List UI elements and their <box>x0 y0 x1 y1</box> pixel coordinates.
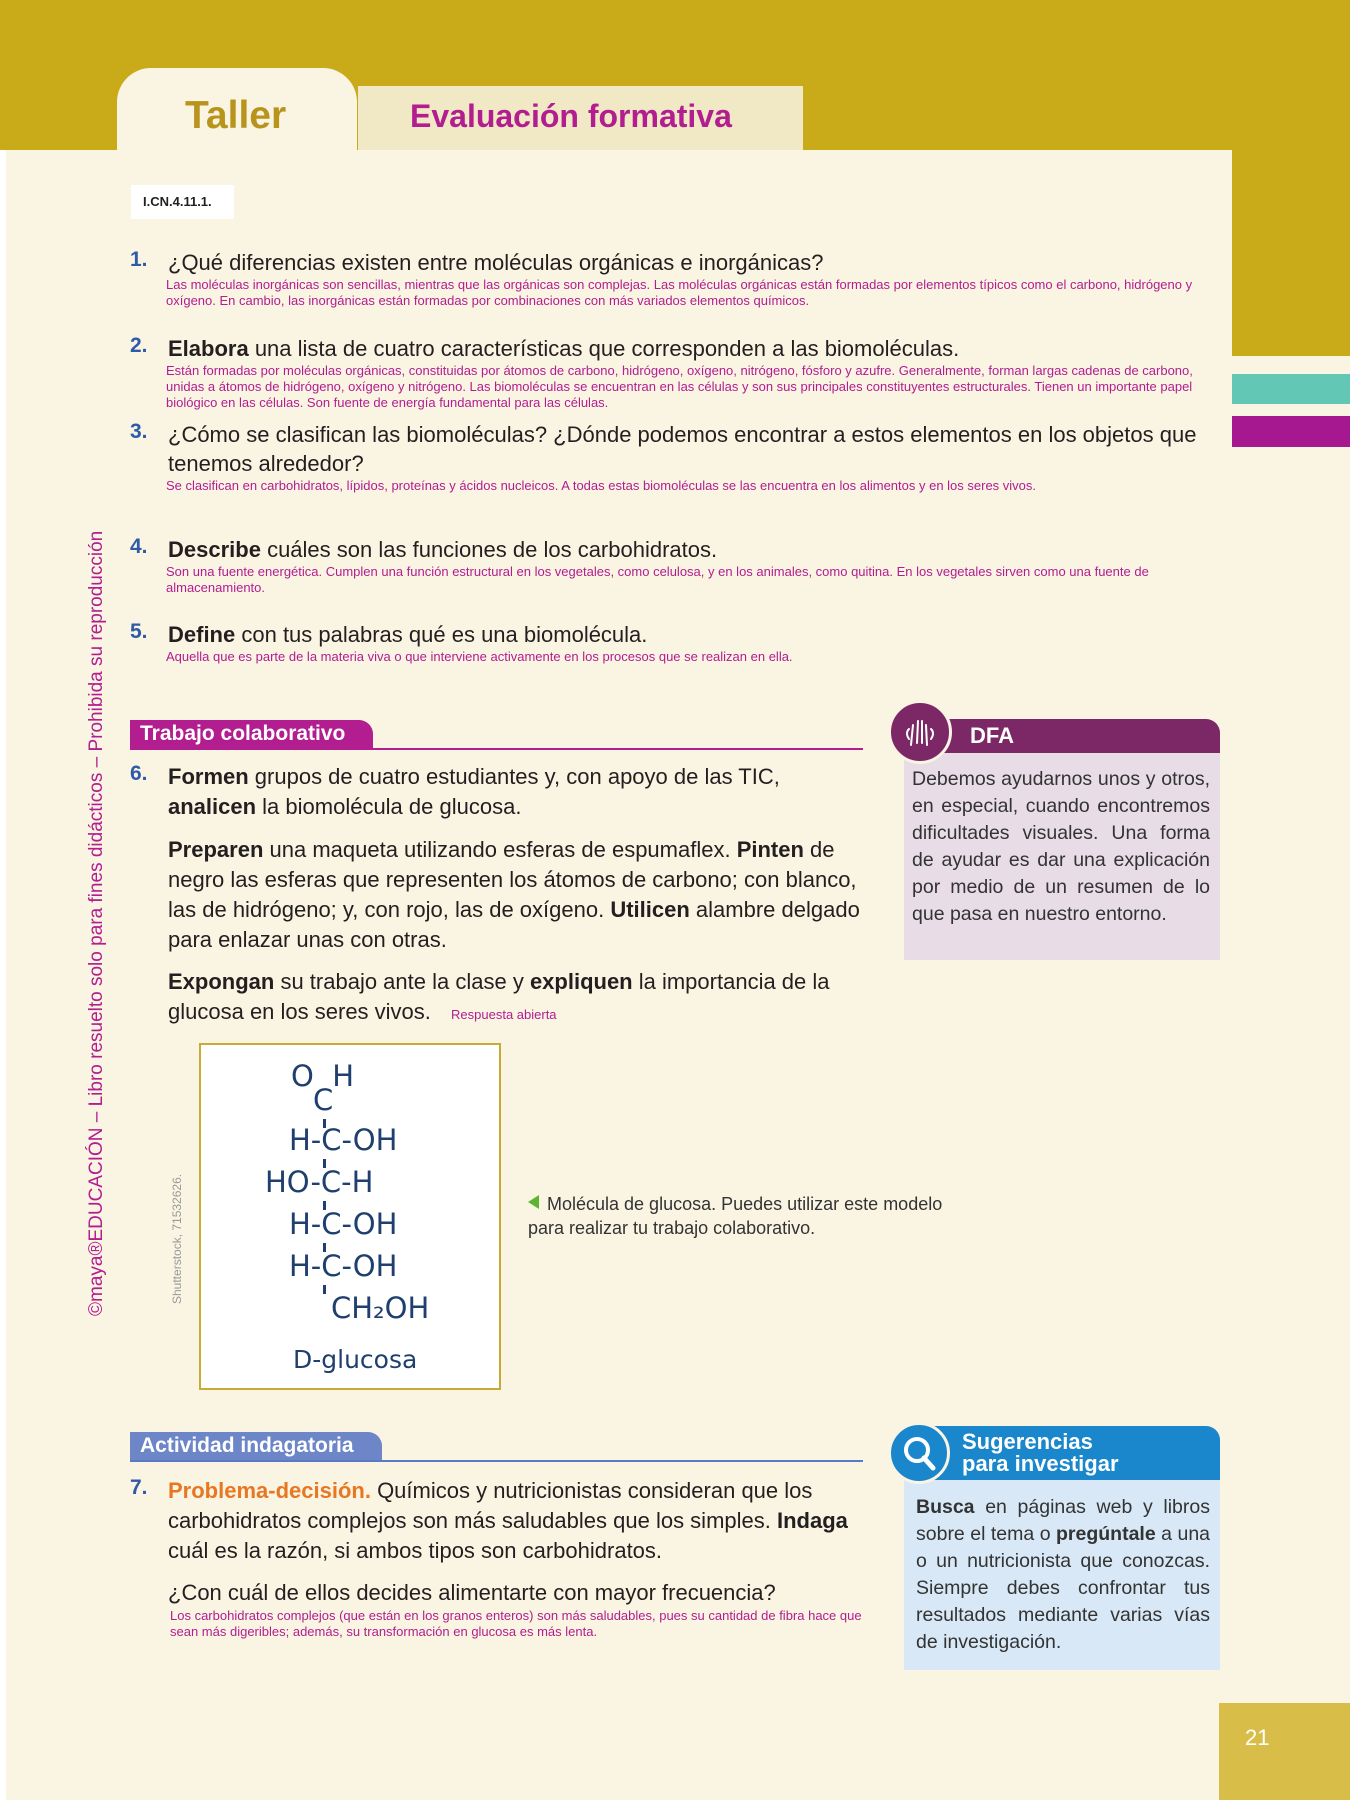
keyword: Define <box>168 622 236 647</box>
q7-paragraph-1 <box>168 1476 868 1566</box>
glucose-row: C <box>313 1083 334 1117</box>
glucose-row: O H <box>291 1059 355 1093</box>
text: grupos de cuatro estudiantes y, con apoyo de las TIC, <box>248 764 780 789</box>
search-icon <box>888 1422 950 1484</box>
question-number: 4. <box>130 535 148 558</box>
section-actividad-indagatoria <box>130 1432 863 1462</box>
keyword: Expongan <box>168 969 275 994</box>
title-line: Sugerencias <box>962 1429 1093 1454</box>
question-number: 1. <box>130 248 148 271</box>
question-body: cuáles son las funciones de los carbohidratos. <box>260 537 718 562</box>
answer-text: Están formadas por moléculas orgánicas, constituidas por átomos de carbono, hidrógeno, oxígeno, nitrógeno, fósforo y azufre. Generalmente, forman largas cadenas de carbono, unidas a átomos de hidrógeno, oxígeno y nitrógeno. Las biomoléculas se encuentran en las células y son sus principales constituyentes estructurales. Tienen un importante papel biológico en las células. Son fuente de energía fundamental para las células. <box>166 363 1193 410</box>
q6-paragraph-1 <box>168 762 868 822</box>
question-body: una lista de cuatro características que corresponden a las biomoléculas. <box>248 336 960 361</box>
text: alambre delgado para enlazar unas con otras. <box>168 897 860 952</box>
question-number: 6. <box>130 762 148 785</box>
question-text: ¿Cómo se clasifican las biomoléculas? ¿Dónde podemos encontrar a estos elementos en los objetos que tenemos alrededor? <box>168 422 1197 476</box>
dfa-title: DFA <box>904 719 1220 753</box>
text: Químicos y nutricionistas consideran que los carbohidratos complejos son más saludables que los simples. <box>168 1478 813 1533</box>
text: la importancia de la glucosa en los seres vivos. <box>168 969 830 1024</box>
tab-taller: Taller <box>117 68 357 158</box>
question-text <box>168 620 1230 649</box>
section-title: Actividad indagatoria <box>130 1432 382 1460</box>
question-number: 5. <box>130 620 148 643</box>
glucose-row: CH₂OH <box>331 1291 430 1325</box>
question-4 <box>130 535 1230 596</box>
glucose-name: D-glucosa <box>293 1345 418 1374</box>
text: la biomolécula de glucosa. <box>256 794 522 819</box>
q7-paragraph-2: ¿Con cuál de ellos decides alimentarte con mayor frecuencia? <box>168 1580 776 1605</box>
keyword: Preparen <box>168 837 264 862</box>
page-number: 21 <box>1219 1703 1350 1800</box>
magenta-stripe <box>1232 416 1350 447</box>
image-credit: Shutterstock, 71532626. <box>170 1173 184 1304</box>
teal-stripe <box>1232 374 1350 404</box>
right-band <box>1232 0 1350 356</box>
question-3 <box>130 420 1230 494</box>
keyword: Busca <box>916 1496 975 1518</box>
section-title: Trabajo colaborativo <box>130 720 373 748</box>
q6-paragraph-2 <box>168 835 868 955</box>
caption-text: Molécula de glucosa. Puedes utilizar este modelo para realizar tu trabajo colaborativo. <box>528 1194 943 1238</box>
glucose-row: H-C-OH <box>289 1249 398 1283</box>
glucose-row: H-C-OH <box>289 1123 398 1157</box>
answer-text: Se clasifican en carbohidratos, lípidos, proteínas y ácidos nucleicos. A todas estas biomoléculas se las encuentra en los alimentos y en los seres vivos. <box>166 478 1037 493</box>
question-number: 2. <box>130 334 148 357</box>
sugerencias-body <box>904 1480 1220 1670</box>
title-line: para investigar <box>962 1451 1119 1476</box>
text: una maqueta utilizando esferas de espumaflex. <box>263 837 737 862</box>
keyword: Indaga <box>776 1508 848 1533</box>
indicator-code: I.CN.4.11.1. <box>131 185 234 219</box>
tab-evaluacion: Evaluación formativa <box>358 86 803 150</box>
bond <box>323 1285 326 1294</box>
keyword: Describe <box>168 537 261 562</box>
keyword: expliquen <box>529 969 633 994</box>
question-1 <box>130 248 1230 309</box>
section-trabajo-colaborativo <box>130 720 863 750</box>
glucose-caption <box>528 1192 958 1240</box>
keyword: Formen <box>168 764 249 789</box>
copyright-vertical: ©maya®EDUCACIÓN – Libro resuelto solo para fines didácticos – Prohibida su reproducción <box>86 530 107 1316</box>
answer-text: Respuesta abierta <box>451 1007 557 1022</box>
glucose-row: H-C-OH <box>289 1207 398 1241</box>
keyword: Elabora <box>168 336 249 361</box>
question-number: 7. <box>130 1476 148 1499</box>
text: a una o un nutricionista que conozcas. Siempre debes confrontar tus resultados mediante varias vías de investigación. <box>916 1523 1211 1653</box>
question-text: ¿Qué diferencias existen entre moléculas orgánicas e inorgánicas? <box>168 250 824 275</box>
hands-icon <box>888 700 952 764</box>
keyword: pregúntale <box>1056 1523 1156 1545</box>
keyword: Pinten <box>736 837 804 862</box>
question-number: 3. <box>130 420 148 443</box>
text: en páginas web y libros sobre el tema o <box>916 1496 1210 1545</box>
text: su trabajo ante la clase y <box>274 969 530 994</box>
question-text <box>168 334 1230 363</box>
triangle-icon <box>528 1195 539 1209</box>
answer-text: Son una fuente energética. Cumplen una función estructural en los vegetales, como celulosa, y en los animales, como quitina. En los vegetales sirven como una fuente de almacenamiento. <box>166 564 1149 595</box>
text: cuál es la razón, si ambos tipos son carbohidratos. <box>168 1538 663 1563</box>
sugerencias-title <box>904 1426 1220 1480</box>
keyword: analicen <box>168 794 257 819</box>
text: de negro las esferas que representen los átomos de carbono; con blanco, las de hidrógeno; y, con rojo, las de oxígeno. <box>168 837 857 922</box>
question-2 <box>130 334 1230 411</box>
question-5 <box>130 620 1230 665</box>
dfa-body: Debemos ayudarnos unos y otros, en especial, cuando encontremos dificultades visuales. Una forma de ayudar es dar una explicación por medio de un resumen de lo que pasa en nuestro entorno. <box>904 750 1220 960</box>
glucose-row: HO-C-H <box>265 1165 374 1199</box>
glucose-diagram <box>199 1043 501 1390</box>
problem-label: Problema-decisión. <box>168 1478 371 1503</box>
keyword: Utilicen <box>610 897 690 922</box>
page-edge <box>0 0 6 1800</box>
question-text <box>168 535 1230 564</box>
q6-paragraph-3 <box>168 967 868 1030</box>
answer-text: Aquella que es parte de la materia viva o que interviene activamente en los procesos que se realizan en ella. <box>166 649 793 664</box>
answer-text: Las moléculas inorgánicas son sencillas, mientras que las orgánicas son complejas. Las moléculas orgánicas están formadas por elementos típicos como el carbono, hidrógeno y oxígeno. En cambio, las inorgánicas están formadas por combinaciones con más variados elementos químicos. <box>166 277 1193 308</box>
answer-text: Los carbohidratos complejos (que están en los granos enteros) son más saludables, pues su cantidad de fibra hace que sean más digeribles; además, su transformación en glucosa es más lenta. <box>170 1608 862 1639</box>
question-body: con tus palabras qué es una biomolécula. <box>235 622 648 647</box>
